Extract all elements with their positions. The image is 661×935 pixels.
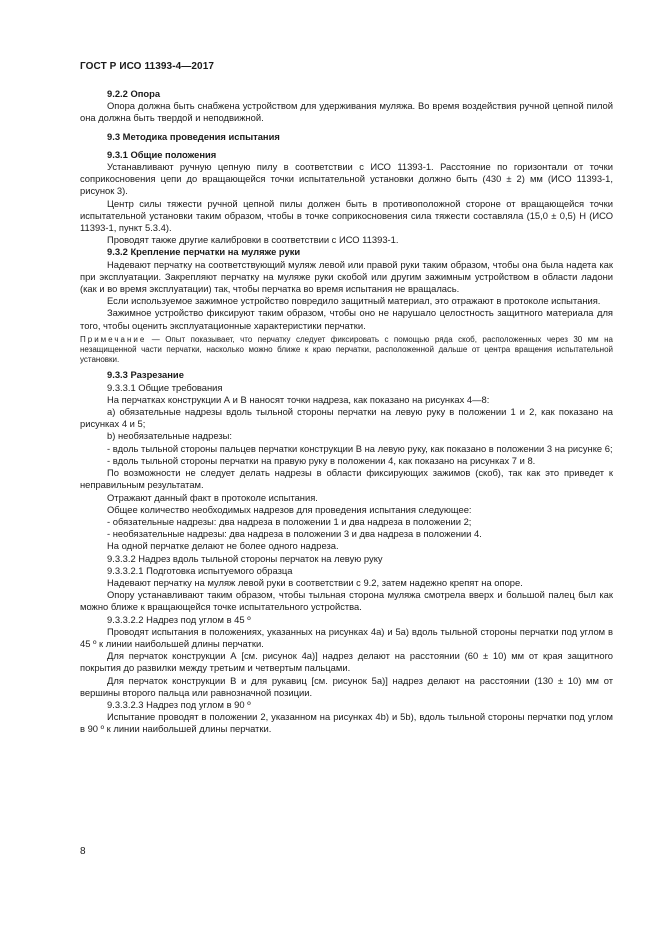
section-heading: 9.2.2 Опора (107, 88, 161, 99)
paragraph: Отражают данный факт в протоколе испытания. (107, 491, 318, 503)
paragraph: Проводят испытания в положениях, указанных на рисунках 4а) и 5а) вдоль тыльной стороны перчатки под углом в 45 º к линии наибольшей длины перчатки. (80, 625, 613, 649)
paragraph-group-1 (80, 88, 613, 332)
paragraph: 9.3.3.2 Надрез вдоль тыльной стороны перчаток на левую руку (107, 552, 383, 564)
paragraph: Опору устанавливают таким образом, чтобы тыльная сторона муляжа смотрела вверх и большой палец был как можно ближе к вращающейся точке испытательного устройства. (80, 589, 613, 613)
paragraph: Испытание проводят в положении 2, указанном на рисунках 4b) и 5b), вдоль тыльной стороны перчатки под углом в 90 º к линии наибольшей длины перчатки. (80, 711, 613, 735)
paragraph: На перчатках конструкции А и В наносят точки надреза, как показано на рисунках 4—8: (107, 393, 490, 405)
section-heading: 9.3.3 Разрезание (107, 369, 184, 381)
paragraph: Зажимное устройство фиксируют таким образом, чтобы оно не нарушало целостность защитного материала для того, чтобы оценить эксплуатационные характеристики перчатки. (80, 307, 613, 331)
paragraph: 9.3.3.2.2 Надрез под углом в 45 º (107, 613, 251, 625)
page-number: 8 (80, 846, 86, 857)
paragraph: Надевают перчатку на муляж левой руки в соответствии с 9.2, затем надежно крепят на опоре. (107, 576, 523, 588)
paragraph: - вдоль тыльной стороны перчатки на правую руку в положении 4, как показано на рисунках 7 и 8. (107, 454, 536, 466)
paragraph: 9.3.3.2.1 Подготовка испытуемого образца (107, 564, 293, 576)
paragraph: Для перчаток конструкции В и для рукавиц [см. рисунок 5а)] надрез делают на расстоянии (130 ± 10) мм от вершины второго пальца или равнозначной позиции. (80, 674, 613, 698)
paragraph: Устанавливают ручную цепную пилу в соответствии с ИСО 11393-1. Расстояние по горизонтали от точки соприкосновения цепи до вращающейся точки испытательной установки должно быть (430 ± 2) мм (ИСО 11393-1, рисунок 3). (80, 161, 613, 197)
paragraph: 9.3.3.1 Общие требования (107, 381, 223, 393)
paragraph: 9.3.3.2.3 Надрез под углом в 90 º (107, 698, 251, 710)
paragraph: - необязательные надрезы: два надреза в положении 3 и два надреза в положении 4. (107, 528, 482, 540)
paragraph: На одной перчатке делают не более одного надреза. (107, 540, 339, 552)
section-heading: 9.3.1 Общие положения (107, 148, 217, 160)
note-text: — Опыт показывает, что перчатку следует фиксировать с помощью ряда скоб, расположенных через 30 мм на незащищенной части перчатки, насколько можно ближе к краю перчатки, расположенной дальше от центра вращения испытательной установки. (80, 334, 613, 365)
paragraph: Опора должна быть снабжена устройством для удерживания муляжа. Во время воздействия ручной цепной пилой она должна быть твердой и неподвижной. (80, 100, 613, 124)
paragraph: Если используемое зажимное устройство повредило защитный материал, это отражают в протоколе испытания. (107, 295, 601, 307)
paragraph-group-2 (80, 369, 613, 735)
paragraph: b) необязательные надрезы: (107, 430, 232, 442)
paragraph: По возможности не следует делать надрезы в области фиксирующих зажимов (скоб), так как это приведет к неправильным результатам. (80, 467, 613, 491)
paragraph: Проводят также другие калибровки в соответствии с ИСО 11393-1. (107, 234, 399, 246)
paragraph: - обязательные надрезы: два надреза в положении 1 и два надреза в положении 2; (107, 515, 472, 527)
paragraph: - вдоль тыльной стороны пальцев перчатки конструкции В на левую руку, как показано в положении 3 на рисунке 6; (107, 442, 613, 454)
paragraph: Общее количество необходимых надрезов для проведения испытания следующее: (107, 503, 472, 515)
document-header: ГОСТ Р ИСО 11393-4—2017 (80, 61, 215, 72)
paragraph: Надевают перчатку на соответствующий муляж левой или правой руки таким образом, чтобы она была надета как при эксплуатации. Закрепляют перчатку на муляже руки скобой или другим зажимным устройством в области ладони (как и во время эксплуатации) так, чтобы перчатка во время испытания не вращалась. (80, 258, 613, 295)
paragraph: а) обязательные надрезы вдоль тыльной стороны перчатки на левую руку в положении 1 и 2, как показано на рисунках 4 и 5; (80, 406, 613, 430)
paragraph: Центр силы тяжести ручной цепной пилы должен быть в противоположной стороне от вращающейся точки испытательной установки таким образом, чтобы в точке соприкосновения сила тяжести составляла (15,0 ± 0,5) Н (ИСО 11393-1, пункт 5.3.4). (80, 197, 613, 234)
note (80, 335, 613, 366)
note-label: Примечание (80, 334, 147, 344)
document-body (80, 88, 613, 736)
paragraph: Для перчаток конструкции А [см. рисунок 4а)] надрез делают на расстоянии (60 ± 10) мм от края защитного покрытия до развилки между третьим и четвертым пальцами. (80, 650, 613, 674)
section-heading: 9.3.2 Крепление перчатки на муляже руки (107, 246, 301, 258)
section-heading: 9.3 Методика проведения испытания (107, 130, 280, 142)
